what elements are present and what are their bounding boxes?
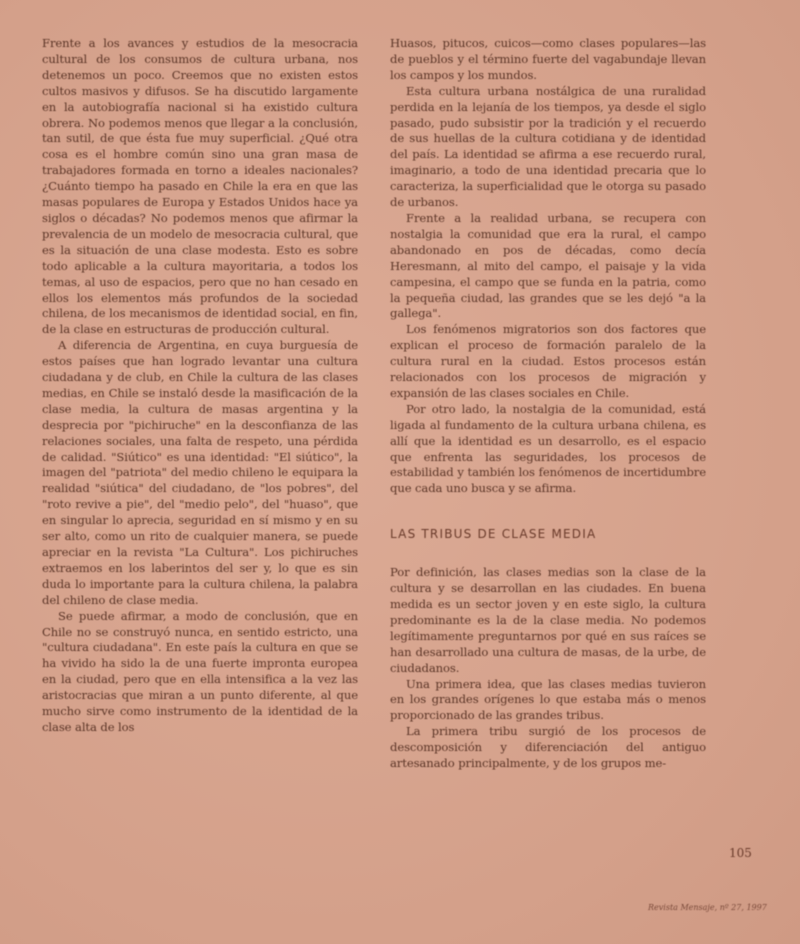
paragraph: A diferencia de Argentina, en cuya burguesía de estos países que han logrado levantar una cultura ciudadana y de club, en Chile la cultura de las clases medias, en Chile se instaló desde la masificación de la clase media, la cultura de masas argentina y la desprecia por "pichiruche" en la desconfianza de las relaciones sociales, una falta de respeto, una pérdida de calidad. "Siútico" es una identidad: "El siútico", la imagen del "patriota" del medio chileno le equipara la realidad "siútica" del ciudadano, de "los pobres", del "roto revive a pie", del "medio pelo", del "huaso", que en singular lo aprecia, seguridad en sí mismo y en su ser alto, como un rito de cualquier manera, se puede apreciar en la revista "La Cultura". Los pichiruches extraemos en los laberintos del ser y, lo que es sin duda lo importante para la cultura chilena, la palabra del chileno de clase media. — [42, 338, 358, 607]
paragraph: Esta cultura urbana nostálgica de una ruralidad perdida en la lejanía de los tiempos, ya desde el siglo pasado, pudo subsistir por la tradición y el recuerdo de sus huellas de la cultura cotidiana y de identidad del país. La identidad se afirma a ese recuerdo rural, imaginario, a todo de una identidad precaria que lo caracteriza, la superficialidad que le otorga su pasado de urbanos. — [390, 83, 706, 210]
paragraph: Una primera idea, que las clases medias tuvieron en los grandes orígenes lo que estaba más o menos proporcionado de las grandes tribus. — [390, 676, 706, 723]
paragraph: Los fenómenos migratorios son dos factores que explican el proceso de formación paralelo de la cultura rural en la ciudad. Estos procesos están relacionados con los procesos de migración y expansión de las clases sociales en Chile. — [390, 322, 706, 400]
section-heading: LAS TRIBUS DE CLASE MEDIA — [390, 527, 597, 542]
paragraph: Frente a los avances y estudios de la mesocracia cultural de los consumos de cultura urbana, nos detenemos un poco. Creemos que no existen estos cultos masivos y difusos. Se ha discutido largamente en la autobiografía nacional si ha existido cultura obrera. No podemos menos que llegar a la conclusión, tan sutil, de que ésta fue muy superficial. ¿Qué otra cosa es el hombre común sino una gran masa de trabajadores formada en torno a ideales nacionales? ¿Cuánto tiempo ha pasado en Chile la era en que las masas populares de Europa y Estados Unidos hace ya siglos o décadas? No podemos menos que afirmar la prevalencia de un modelo de mesocracia cultural, que es la situación de una clase modesta. Esto es sobre todo aplicable a la cultura mayoritaria, a todos los temas, al uso de espacios, pero que no han cesado en ellos los elementos más profundos de la sociedad chilena, de los mecanismos de identidad social, en fin, de la clase en estructuras de producción cultural. — [42, 36, 358, 337]
footer-credit: Revista Mensaje, nº 27, 1997 — [648, 903, 767, 912]
right-text-column — [390, 36, 706, 772]
paragraph: Se puede afirmar, a modo de conclusión, que en Chile no se construyó nunca, en sentido estricto, una "cultura ciudadana". En este país la cultura en que se ha vivido ha sido la de una fuerte impronta europea en la ciudad, pero que en ella intensifica a la vez las aristocracias que miran a un punto diferente, al que mucho sirve como instrumento de la identidad de la clase alta de los — [42, 608, 358, 734]
paragraph: Huasos, pitucos, cuicos—como clases populares—las de pueblos y el término fuerte del vagabundaje llevan los campos y los mundos. — [390, 36, 706, 82]
paragraph: Por definición, las clases medias son la clase de la cultura y se desarrollan en las ciudades. En buena medida es un sector joven y en este siglo, la cultura predominante es la de la clase media. No podemos legítimamente preguntarnos por qué en sus raíces se han desarrollado una cultura de masas, de la urbe, de ciudadanos. — [390, 565, 706, 675]
page-number: 105 — [729, 846, 752, 860]
paragraph: La primera tribu surgió de los procesos de descomposición y diferenciación del antiguo artesanado principalmente, y de los grupos me- — [390, 724, 706, 771]
paragraph: Por otro lado, la nostalgia de la comunidad, está ligada al fundamento de la cultura urbana chilena, es allí que la identidad es un desarrollo, es el espacio que enfrenta las seguridades, los procesos de estabilidad y también los fenómenos de incertidumbre que cada uno busca y se afirma. — [390, 401, 706, 496]
paragraph: Frente a la realidad urbana, se recupera con nostalgia la comunidad que era la rural, el campo abandonado en pos de décadas, como decía Heresmann, al mito del campo, el paisaje y la vida campesina, el campo que se funda en la patria, como la pequeña ciudad, las grandes que se les dejó "a la gallega". — [390, 210, 706, 321]
left-text-column — [42, 36, 358, 736]
